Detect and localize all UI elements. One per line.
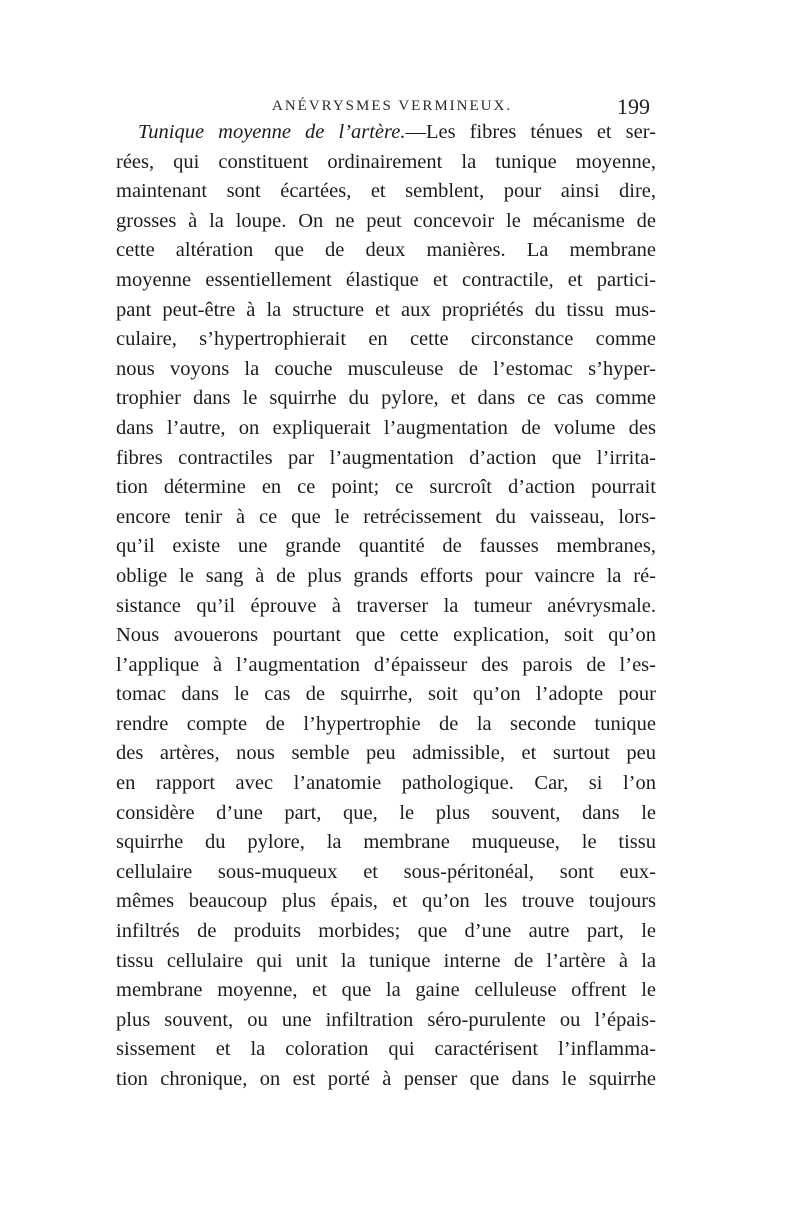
- text-line: tissu cellulaire qui unit la tunique interne de l’artère à la: [116, 949, 656, 972]
- text-line: oblige le sang à de plus grands efforts pour vaincre la ré-: [116, 564, 656, 587]
- running-head: ANÉVRYSMES VERMINEUX.: [272, 98, 513, 114]
- section-heading-italic: Tunique moyenne de l’artère.: [138, 121, 406, 143]
- text-line: moyenne essentiellement élastique et contractile, et partici-: [116, 268, 656, 291]
- text-line: des artères, nous semble peu admissible, et surtout peu: [116, 742, 656, 765]
- text-line: trophier dans le squirrhe du pylore, et dans ce cas comme: [116, 387, 656, 410]
- text-line: maintenant sont écartées, et semblent, pour ainsi dire,: [116, 180, 656, 203]
- text-line: dans l’autre, on expliquerait l’augmentation de volume des: [116, 416, 656, 439]
- text-line: fibres contractiles par l’augmentation d’action que l’irrita-: [116, 446, 656, 469]
- text-line: qu’il existe une grande quantité de fausses membranes,: [116, 535, 656, 558]
- body-text: [116, 118, 660, 1095]
- text-line: l’applique à l’augmentation d’épaisseur des parois de l’es-: [116, 653, 656, 676]
- text-line: grosses à la loupe. On ne peut concevoir le mécanisme de: [116, 209, 656, 232]
- text-line: rées, qui constituent ordinairement la tunique moyenne,: [116, 150, 656, 173]
- text-line: squirrhe du pylore, la membrane muqueuse, le tissu: [116, 831, 656, 854]
- text-line: rendre compte de l’hypertrophie de la seconde tunique: [116, 712, 656, 735]
- paragraph-first-line: [116, 118, 656, 148]
- text-line: tion chronique, on est porté à penser que dans le squirrhe: [116, 1068, 656, 1090]
- text-line: sissement et la coloration qui caractérisent l’inflamma-: [116, 1038, 656, 1061]
- first-line-rest: —Les fibres ténues et ser-: [405, 121, 657, 143]
- text-line: nous voyons la couche musculeuse de l’estomac s’hyper-: [116, 357, 656, 380]
- text-line: considère d’une part, que, le plus souvent, dans le: [116, 801, 656, 824]
- text-line: cette altération que de deux manières. La membrane: [116, 239, 656, 262]
- text-line: tion détermine en ce point; ce surcroît d’action pourrait: [116, 476, 656, 499]
- text-line: infiltrés de produits morbides; que d’une autre part, le: [116, 920, 656, 943]
- text-line: mêmes beaucoup plus épais, et qu’on les trouve toujours: [116, 890, 656, 913]
- text-line: en rapport avec l’anatomie pathologique. Car, si l’on: [116, 772, 656, 795]
- text-line: sistance qu’il éprouve à traverser la tumeur anévrysmale.: [116, 594, 656, 617]
- page-number: 199: [617, 94, 650, 119]
- text-line: tomac dans le cas de squirrhe, soit qu’on l’adopte pour: [116, 683, 656, 706]
- text-line: membrane moyenne, et que la gaine celluleuse offrent le: [116, 979, 656, 1002]
- text-line: culaire, s’hypertrophierait en cette circonstance comme: [116, 328, 656, 351]
- text-line: plus souvent, ou une infiltration séro-purulente ou l’épais-: [116, 1008, 656, 1031]
- text-line: Nous avouerons pourtant que cette explication, soit qu’on: [116, 624, 656, 647]
- text-line: cellulaire sous-muqueux et sous-péritonéal, sont eux-: [116, 860, 656, 883]
- text-line: encore tenir à ce que le retrécissement du vaisseau, lors-: [116, 505, 656, 528]
- text-line: pant peut-être à la structure et aux propriétés du tissu mus-: [116, 298, 656, 321]
